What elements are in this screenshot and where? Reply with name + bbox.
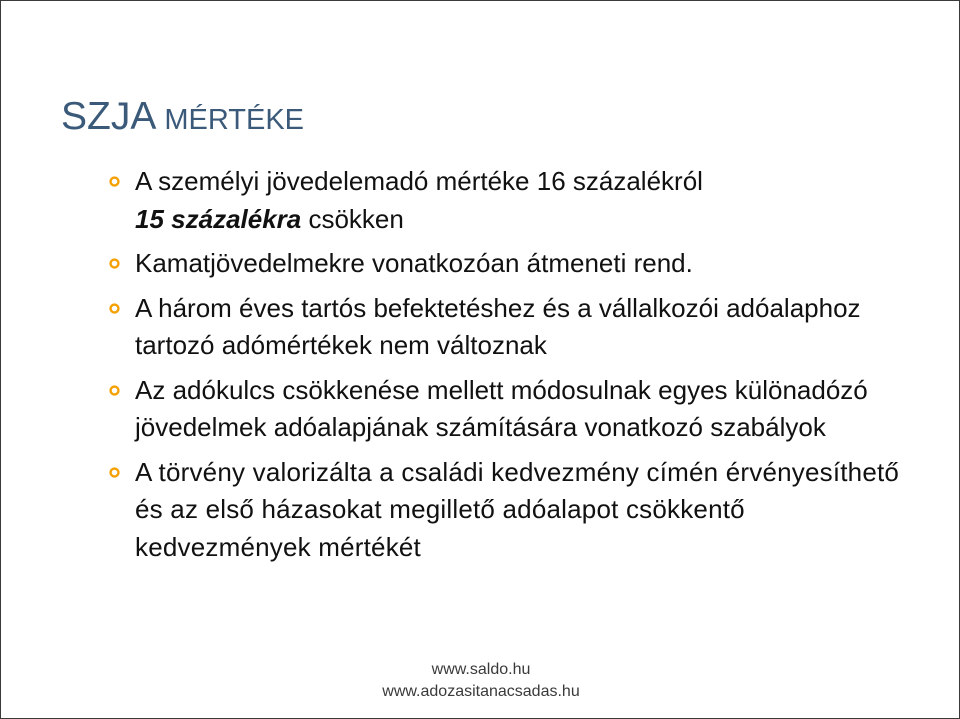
bullet-item bbox=[109, 163, 909, 238]
footer-link-adozasitanacsadas[interactable]: www.adozasitanacsadas.hu bbox=[382, 683, 580, 700]
bullet-item bbox=[109, 372, 909, 447]
ring-bullet-icon bbox=[109, 467, 120, 478]
bullet-text: Kamatjövedelmekre vonatkozóan átmeneti rend. bbox=[135, 248, 693, 278]
slide-title-main: SZJA bbox=[61, 95, 157, 138]
bullet-text: Az adókulcs csökkenése mellett módosulnak egyes különadózó jövedelmek adóalapjának számítására vonatkozó szabályok bbox=[135, 374, 868, 442]
ring-bullet-icon bbox=[109, 258, 120, 269]
bullet-item bbox=[109, 454, 909, 567]
bullet-list bbox=[109, 163, 909, 573]
bullet-item bbox=[109, 245, 909, 283]
bullet-text-end: csökken bbox=[301, 203, 404, 234]
bullet-text: A törvény valorizálta a családi kedvezmény címén érvényesíthető és az első házasokat megillető adóalapot csökkentő kedvezmények mértékét bbox=[135, 456, 900, 562]
footer-link-saldo[interactable]: www.saldo.hu bbox=[431, 661, 531, 678]
ring-bullet-icon bbox=[109, 385, 120, 396]
bullet-item bbox=[109, 290, 909, 365]
bullet-emphasis: 15 százalékra bbox=[135, 203, 302, 234]
ring-bullet-icon bbox=[109, 176, 120, 187]
slide-title bbox=[61, 97, 304, 136]
footer-links bbox=[341, 659, 621, 703]
ring-bullet-icon bbox=[109, 303, 120, 314]
slide-title-sub: MÉRTÉKE bbox=[164, 104, 305, 136]
bullet-text: A három éves tartós befektetéshez és a vállalkozói adóalaphoz tartozó adómértékek nem változnak bbox=[135, 292, 861, 360]
bullet-text: A személyi jövedelemadó mértéke 16 százalékról bbox=[135, 166, 703, 196]
